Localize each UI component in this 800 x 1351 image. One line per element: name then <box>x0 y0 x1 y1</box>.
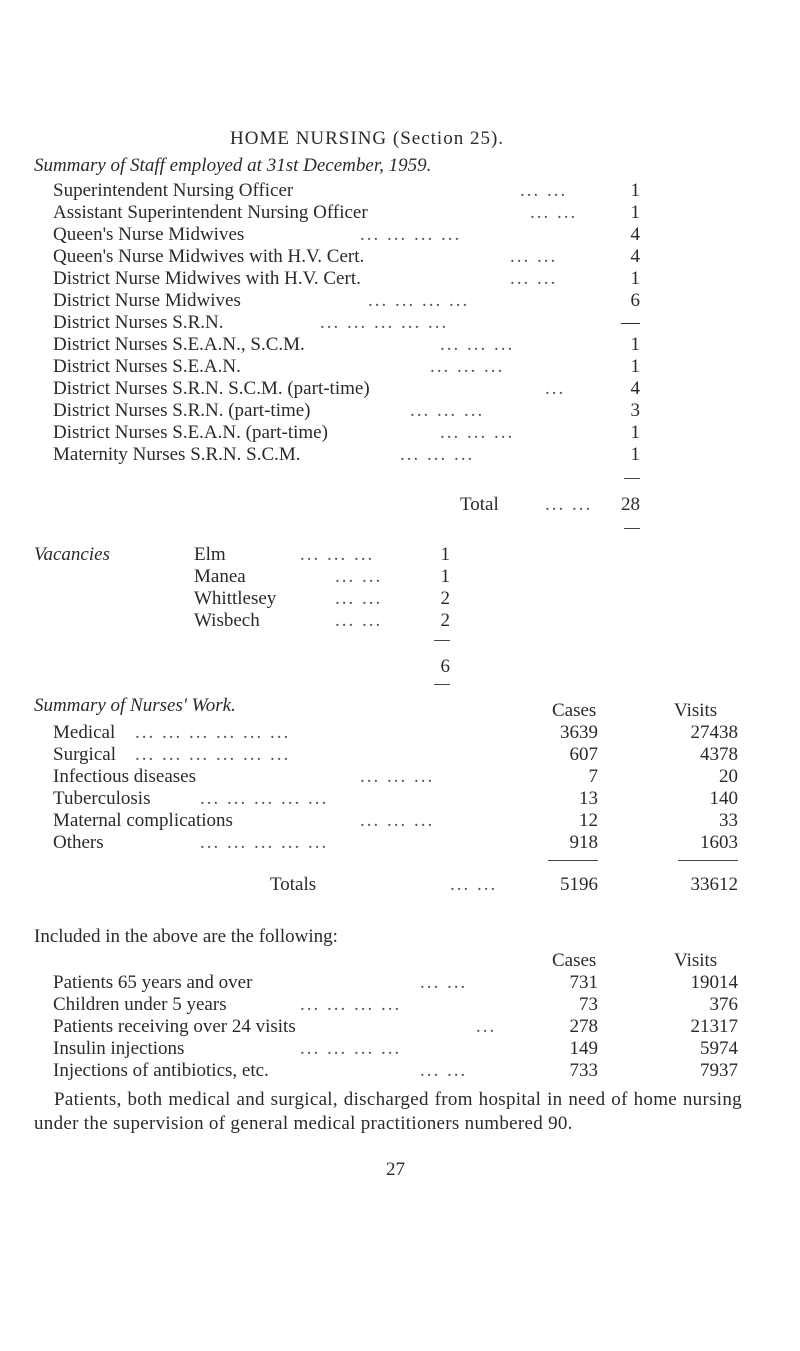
dot-leader: ... ... ... <box>440 334 515 355</box>
included-cases: 278 <box>569 1016 598 1037</box>
staff-row-value: 4 <box>630 224 640 245</box>
staff-row-value: 4 <box>630 246 640 267</box>
vacancy-value: 2 <box>440 588 450 609</box>
staff-row-value: 1 <box>630 180 640 201</box>
dot-leader: ... ... ... ... <box>368 290 470 311</box>
vacancy-value: 1 <box>440 566 450 587</box>
staff-row-label: District Nurses S.R.N. S.C.M. (part-time) <box>53 378 370 399</box>
staff-row-label: District Nurse Midwives with H.V. Cert. <box>53 268 361 289</box>
staff-row-label: Queen's Nurse Midwives <box>53 224 245 245</box>
footnote: Patients, both medical and surgical, discharged from hospital in need of home nursing under the supervision of general medical practitioners numbered 90. <box>34 1089 742 1134</box>
staff-title-date: 31st December, 1959. <box>266 155 432 176</box>
dot-leader: ... ... ... <box>300 544 375 565</box>
work-col-cases: Cases <box>552 700 597 721</box>
staff-row-value: 1 <box>630 444 640 465</box>
staff-row-value: 4 <box>630 378 640 399</box>
staff-row-label: District Nurses S.R.N. (part-time) <box>53 400 311 421</box>
work-visits: 1603 <box>700 832 738 853</box>
staff-total-underline <box>624 528 640 529</box>
dot-leader: ... ... <box>335 610 383 631</box>
included-row-label: Insulin injections <box>53 1038 185 1059</box>
work-cases: 12 <box>579 810 598 831</box>
included-row-label: Children under 5 years <box>53 994 227 1015</box>
vacancy-place: Elm <box>194 544 226 565</box>
dot-leader: ... ... ... <box>440 422 515 443</box>
staff-row-value: 1 <box>630 334 640 355</box>
work-row-label: Tuberculosis <box>53 788 151 809</box>
work-visits: 20 <box>719 766 738 787</box>
work-visits: 140 <box>709 788 738 809</box>
staff-title-prefix: Summary of Staff employed at <box>34 155 262 176</box>
staff-row-label: Assistant Superintendent Nursing Officer <box>53 202 368 223</box>
work-row-label: Surgical <box>53 744 116 765</box>
vacancy-value: 2 <box>440 610 450 631</box>
work-visits: 33 <box>719 810 738 831</box>
work-row-label: Maternal complications <box>53 810 233 831</box>
dot-leader: ... ... <box>510 246 558 267</box>
vacancy-place: Wisbech <box>194 610 260 631</box>
included-title: Included in the above are the following: <box>34 926 338 947</box>
dot-leader: ... ... <box>450 874 498 895</box>
staff-total-value: 28 <box>621 494 640 515</box>
staff-total-label: Total <box>460 494 499 515</box>
staff-row-value: — <box>621 312 640 333</box>
staff-row-value: 1 <box>630 268 640 289</box>
dot-leader: ... ... ... ... ... ... <box>135 722 291 743</box>
dot-leader: ... ... ... ... ... <box>320 312 449 333</box>
staff-row-label: District Nurse Midwives <box>53 290 241 311</box>
included-col-visits: Visits <box>674 950 718 971</box>
dot-leader: ... ... ... ... ... <box>200 788 329 809</box>
vacancy-place: Whittlesey <box>194 588 277 609</box>
staff-row-label: Maternity Nurses S.R.N. S.C.M. <box>53 444 301 465</box>
work-row-label: Medical <box>53 722 116 743</box>
dot-leader: ... ... ... ... <box>300 994 402 1015</box>
work-cases-rule <box>548 860 598 861</box>
work-cases: 7 <box>588 766 598 787</box>
staff-row-value: 1 <box>630 422 640 443</box>
dot-leader: ... ... ... ... <box>300 1038 402 1059</box>
dot-leader: ... ... <box>335 566 383 587</box>
dot-leader: ... ... <box>510 268 558 289</box>
included-visits: 19014 <box>690 972 738 993</box>
work-col-visits: Visits <box>674 700 718 721</box>
dot-leader: ... ... ... ... ... ... <box>135 744 291 765</box>
vacancy-value: 1 <box>440 544 450 565</box>
dot-leader: ... ... <box>520 180 568 201</box>
included-visits: 21317 <box>690 1016 738 1037</box>
staff-row-label: District Nurses S.E.A.N. (part-time) <box>53 422 328 443</box>
staff-row-value: 6 <box>630 290 640 311</box>
included-visits: 5974 <box>700 1038 738 1059</box>
work-visits: 27438 <box>690 722 738 743</box>
work-visits: 4378 <box>700 744 738 765</box>
vacancies-total: 6 <box>440 656 450 677</box>
staff-row-value: 3 <box>630 400 640 421</box>
vacancies-label: Vacancies <box>34 544 110 565</box>
work-totals-cases: 5196 <box>560 874 598 895</box>
work-totals-visits: 33612 <box>690 874 738 895</box>
staff-row-value: 1 <box>630 356 640 377</box>
staff-row-label: Queen's Nurse Midwives with H.V. Cert. <box>53 246 365 267</box>
staff-row-value: 1 <box>630 202 640 223</box>
dot-leader: ... ... ... <box>360 810 435 831</box>
dot-leader: ... <box>545 378 566 399</box>
work-totals-label: Totals <box>270 874 317 895</box>
work-visits-rule <box>678 860 738 861</box>
included-visits: 376 <box>709 994 738 1015</box>
work-cases: 13 <box>579 788 598 809</box>
staff-total-rule <box>624 478 640 479</box>
included-row-label: Patients receiving over 24 visits <box>53 1016 296 1037</box>
included-row-label: Patients 65 years and over <box>53 972 253 993</box>
included-cases: 73 <box>579 994 598 1015</box>
staff-row-label: District Nurses S.E.A.N., S.C.M. <box>53 334 305 355</box>
dot-leader: ... ... ... ... ... <box>200 832 329 853</box>
dot-leader: ... ... ... <box>360 766 435 787</box>
staff-row-label: District Nurses S.E.A.N. <box>53 356 241 377</box>
dot-leader: ... ... <box>545 494 593 515</box>
vacancy-place: Manea <box>194 566 246 587</box>
work-summary-title: Summary of Nurses' Work. <box>34 695 236 716</box>
dot-leader: ... ... ... <box>400 444 475 465</box>
dot-leader: ... ... ... <box>430 356 505 377</box>
vacancies-total-underline <box>434 684 450 685</box>
dot-leader: ... ... <box>530 202 578 223</box>
included-col-cases: Cases <box>552 950 597 971</box>
included-cases: 731 <box>569 972 598 993</box>
work-cases: 607 <box>569 744 598 765</box>
included-row-label: Injections of antibiotics, etc. <box>53 1060 269 1081</box>
work-cases: 3639 <box>560 722 598 743</box>
work-row-label: Others <box>53 832 104 853</box>
work-cases: 918 <box>569 832 598 853</box>
included-cases: 149 <box>569 1038 598 1059</box>
dot-leader: ... <box>476 1016 497 1037</box>
staff-summary-title <box>34 155 431 177</box>
included-cases: 733 <box>569 1060 598 1081</box>
dot-leader: ... ... ... <box>410 400 485 421</box>
vacancies-total-rule <box>434 640 450 641</box>
staff-row-label: Superintendent Nursing Officer <box>53 180 294 201</box>
dot-leader: ... ... <box>420 1060 468 1081</box>
staff-row-label: District Nurses S.R.N. <box>53 312 224 333</box>
dot-leader: ... ... <box>420 972 468 993</box>
page-heading: HOME NURSING (Section 25). <box>230 128 505 149</box>
page-number: 27 <box>386 1159 405 1180</box>
dot-leader: ... ... <box>335 588 383 609</box>
included-visits: 7937 <box>700 1060 738 1081</box>
dot-leader: ... ... ... ... <box>360 224 462 245</box>
work-row-label: Infectious diseases <box>53 766 196 787</box>
